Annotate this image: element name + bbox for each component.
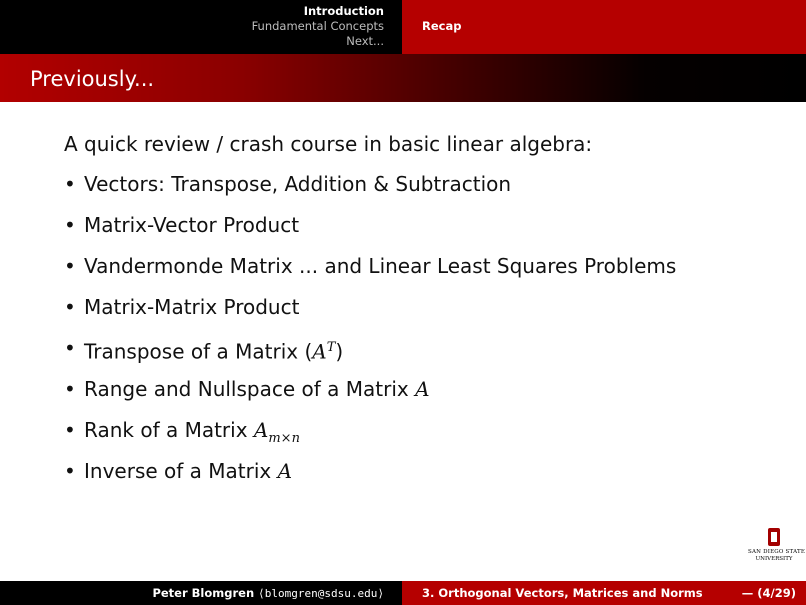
math-subscript: m×n <box>268 431 300 446</box>
bullet-list <box>64 170 764 498</box>
page-number: — (4/29) <box>741 586 796 600</box>
bullet-text: Matrix-Matrix Product <box>84 295 300 319</box>
bullet-text: Range and Nullspace of a Matrix <box>84 377 416 401</box>
seal-icon <box>768 528 780 546</box>
slide-content <box>64 132 764 498</box>
bullet-text: Matrix-Vector Product <box>84 213 300 237</box>
footer-title: 3. Orthogonal Vectors, Matrices and Norms <box>422 586 703 600</box>
footer-author-box <box>0 581 402 605</box>
frame-title-bar <box>0 54 806 102</box>
university-logo <box>748 528 806 568</box>
bullet-icon: • <box>64 213 76 237</box>
bullet-icon: • <box>64 459 76 483</box>
bullet-item <box>64 252 764 293</box>
math-symbol: A <box>253 418 269 442</box>
bullet-icon: • <box>64 377 76 401</box>
bullet-text: Inverse of a Matrix <box>84 459 278 483</box>
logo-line-2: UNIVERSITY <box>755 556 793 562</box>
bullet-item <box>64 416 764 457</box>
bullet-item <box>64 293 764 334</box>
bullet-item <box>64 170 764 211</box>
bullet-icon: • <box>64 254 76 278</box>
math-symbol: A <box>277 459 293 483</box>
bullet-item <box>64 457 764 498</box>
frame-title: Previously... <box>30 67 155 91</box>
bullet-text: Rank of a Matrix <box>84 418 254 442</box>
beamer-header <box>0 0 806 54</box>
nav-section-fundamental-concepts[interactable]: Fundamental Concepts <box>251 19 384 33</box>
intro-text: A quick review / crash course in basic linear algebra: <box>64 132 593 156</box>
bullet-icon: • <box>64 418 76 442</box>
math-superscript: T <box>326 340 336 355</box>
nav-section-introduction[interactable]: Introduction <box>303 4 384 18</box>
bullet-item <box>64 375 764 416</box>
section-navigation <box>0 0 402 54</box>
bullet-text: Vectors: Transpose, Addition & Subtraction <box>84 172 512 196</box>
footer-title-box <box>402 581 806 605</box>
bullet-text-suffix: ) <box>335 339 344 364</box>
bullet-icon: • <box>64 295 76 319</box>
nav-section-next[interactable]: Next... <box>346 34 384 48</box>
logo-line-1: SAN DIEGO STATE <box>748 549 806 555</box>
math-symbol: A <box>312 339 327 364</box>
author-name: Peter Blomgren <box>152 586 255 600</box>
section-list <box>252 4 384 49</box>
bullet-item <box>64 334 764 375</box>
bullet-icon: • <box>64 336 76 360</box>
bullet-icon: • <box>64 172 76 196</box>
nav-subsection-recap[interactable]: Recap <box>422 19 462 33</box>
beamer-footer <box>0 581 806 605</box>
footer-author <box>152 586 384 600</box>
bullet-text: Vandermonde Matrix ... and Linear Least Squares Problems <box>84 254 677 278</box>
bullet-text: Transpose of a Matrix ( <box>84 339 313 364</box>
subsection-navigation <box>402 0 806 54</box>
bullet-item <box>64 211 764 252</box>
author-email: ⟨blomgren@sdsu.edu⟩ <box>258 587 384 600</box>
math-symbol: A <box>415 377 430 401</box>
